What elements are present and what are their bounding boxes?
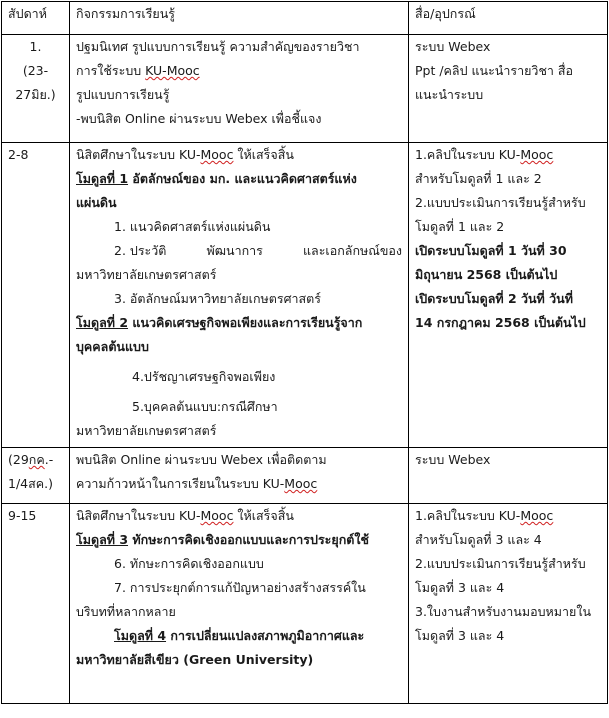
topic-item: 3. อัตลักษณ์มหาวิทยาลัยเกษตรศาสตร์ <box>114 291 322 306</box>
header-media: สื่อ/อุปกรณ์ <box>409 2 608 35</box>
activity-line: พบนิสิต Online ผ่านระบบ Webex เพื่อติดตาม <box>76 452 327 467</box>
week-date-end: 1/4สค.) <box>8 476 53 491</box>
week-date-end: 27มิย.) <box>15 87 56 102</box>
media-line: โมดูลที่ 1 และ 2 <box>415 219 505 234</box>
activity-line: ปฐมนิเทศ รูปแบบการเรียนรู้ ความสำคัญของรายวิชา <box>76 39 360 54</box>
table-row <box>2 448 608 504</box>
text-span: 1.คลิปในระบบ KU- <box>415 508 521 523</box>
table-row <box>2 143 608 448</box>
week-range: 2-8 <box>8 147 29 162</box>
text-span: พัฒนาการ <box>206 243 263 258</box>
module-heading <box>76 311 402 335</box>
table-row <box>2 504 608 704</box>
media-cell <box>409 448 608 504</box>
activity-cell <box>70 448 409 504</box>
system-name: Mooc <box>284 476 318 491</box>
module-title: แนวคิดเศรษฐกิจพอเพียงและการเรียนรู้จาก <box>128 315 363 330</box>
module-label: โมดูลที่ 1 <box>76 171 129 186</box>
module-heading-cont: แผ่นดิน <box>76 195 117 210</box>
text-span: ความก้าวหน้าในการเรียนในระบบ KU- <box>76 476 285 491</box>
media-line: 3.ใบงานสำหรับงานมอบหมายใน <box>415 604 591 619</box>
week-date-start <box>8 448 63 472</box>
text-span: (29 <box>8 452 29 467</box>
week-cell <box>2 143 70 448</box>
text-span: การใช้ระบบ <box>76 63 146 78</box>
media-line: 2.แบบประเมินการเรียนรู้สำหรับ <box>415 195 586 210</box>
topic-item: 1. แนวคิดศาสตร์แห่งแผ่นดิน <box>114 219 271 234</box>
text-span: ให้เสร็จสิ้น <box>233 508 294 523</box>
media-line: สำหรับโมดูลที่ 1 และ 2 <box>415 171 542 186</box>
media-line: แนะนำระบบ <box>415 87 484 102</box>
week-cell <box>2 504 70 704</box>
media-line: ระบบ Webex <box>415 452 491 467</box>
module-title: ทักษะการคิดเชิงออกแบบและการประยุกต์ใช้ <box>128 532 369 547</box>
week-range: 9-15 <box>8 508 37 523</box>
topic-item: 6. ทักษะการคิดเชิงออกแบบ <box>114 556 264 571</box>
system-name: Mooc <box>520 508 554 523</box>
activity-line: รูปแบบการเรียนรู้ <box>76 87 170 102</box>
header-row <box>2 2 608 35</box>
system-name: Mooc <box>520 147 554 162</box>
activity-cell <box>70 35 409 143</box>
week-number: 1. <box>29 39 42 54</box>
text-span: นิสิตศึกษาในระบบ KU- <box>76 508 201 523</box>
system-name: KU-Mooc <box>145 63 200 78</box>
system-name: Mooc <box>200 508 234 523</box>
activity-line <box>76 143 402 167</box>
media-line: Ppt /คลิป แนะนำรายวิชา สื่อ <box>415 63 574 78</box>
open-date-note: มิถุนายน 2568 เป็นต้นไป <box>415 267 558 282</box>
media-cell <box>409 143 608 448</box>
media-line: โมดูลที่ 3 และ 4 <box>415 628 505 643</box>
text-span: นิสิตศึกษาในระบบ KU- <box>76 147 201 162</box>
week-cell <box>2 35 70 143</box>
month-abbr: กค <box>28 452 45 467</box>
system-name: Mooc <box>200 147 234 162</box>
activity-cell <box>70 504 409 704</box>
text-span: 1.คลิปในระบบ KU- <box>415 147 521 162</box>
media-line: ระบบ Webex <box>415 39 491 54</box>
activity-line <box>76 472 402 496</box>
module-title: การเปลี่ยนแปลงสภาพภูมิอากาศและ <box>166 628 365 643</box>
media-cell <box>409 35 608 143</box>
topic-item-cont: บริบทที่หลากหลาย <box>76 604 176 619</box>
open-date-note: เปิดระบบโมดูลที่ 1 วันที่ 30 <box>415 243 567 258</box>
activity-line: -พบนิสิต Online ผ่านระบบ Webex เพื่อชี้แจง <box>76 111 322 126</box>
text-span: .- <box>44 452 54 467</box>
topic-item-cont: มหาวิทยาลัยเกษตรศาสตร์ <box>76 423 217 438</box>
media-line: โมดูลที่ 3 และ 4 <box>415 580 505 595</box>
schedule-table <box>1 1 608 704</box>
module-heading <box>76 167 402 191</box>
open-date-note: เปิดระบบโมดูลที่ 2 วันที่ วันที่ <box>415 291 573 306</box>
module-label: โมดูลที่ 2 <box>76 315 129 330</box>
module-heading <box>76 528 402 552</box>
module-heading <box>76 624 402 648</box>
table-row <box>2 35 608 143</box>
media-line <box>415 504 601 528</box>
module-label: โมดูลที่ 3 <box>76 532 129 547</box>
module-heading-cont: บุคคลต้นแบบ <box>76 339 149 354</box>
media-cell <box>409 504 608 704</box>
topic-item: 4.ปรัชญาเศรษฐกิจพอเพียง <box>132 369 276 384</box>
module-title: อัตลักษณ์ของ มก. และแนวคิดศาสตร์แห่ง <box>128 171 357 186</box>
week-cell <box>2 448 70 504</box>
text-span: และเอกลักษณ์ของ <box>303 243 402 258</box>
module-label: โมดูลที่ 4 <box>114 628 167 643</box>
media-line: 2.แบบประเมินการเรียนรู้สำหรับ <box>415 556 586 571</box>
topic-item <box>76 239 402 263</box>
media-line: สำหรับโมดูลที่ 3 และ 4 <box>415 532 542 547</box>
activity-cell <box>70 143 409 448</box>
topic-item: 7. การประยุกต์การแก้ปัญหาอย่างสร้างสรรค์ใน <box>114 580 366 595</box>
open-date-note: 14 กรกฎาคม 2568 เป็นต้นไป <box>415 315 586 330</box>
activity-line <box>76 59 402 83</box>
text-span: ให้เสร็จสิ้น <box>233 147 294 162</box>
text-span: 2. ประวัติ <box>114 243 167 258</box>
topic-item-cont: มหาวิทยาลัยเกษตรศาสตร์ <box>76 267 217 282</box>
header-week: สัปดาห์ <box>2 2 70 35</box>
header-activities: กิจกรรมการเรียนรู้ <box>70 2 409 35</box>
topic-item: 5.บุคคลต้นแบบ:กรณีศึกษา <box>132 399 278 414</box>
module-heading-cont: มหาวิทยาลัยสีเขียว (Green University) <box>76 652 314 667</box>
week-date-start: (23- <box>22 63 49 78</box>
media-line <box>415 143 601 167</box>
activity-line <box>76 504 402 528</box>
